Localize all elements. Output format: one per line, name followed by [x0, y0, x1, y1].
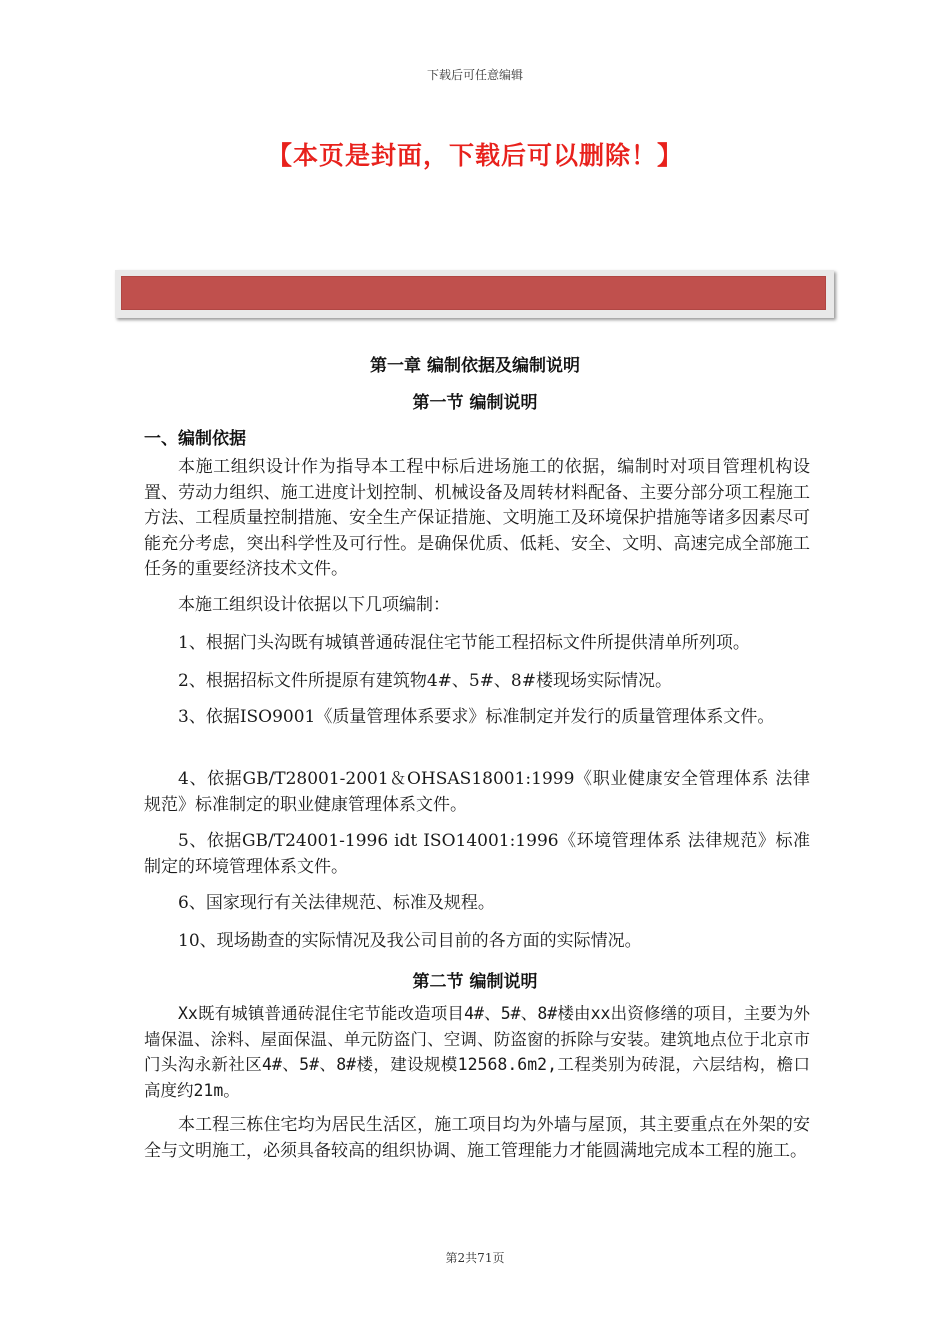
cover-notice: 【本页是封面，下载后可以删除！】 — [266, 141, 683, 170]
banner-bar — [121, 276, 826, 310]
section-title: 第一节 编制说明 — [412, 393, 538, 413]
paragraph-basis-lead: 本施工组织设计依据以下几项编制： — [178, 595, 450, 615]
header-note: 下载后可任意编辑 — [426, 68, 523, 82]
basis-item-3: 3、依据ISO9001《质量管理体系要求》标准制定并发行的质量管理体系文件。 — [178, 707, 775, 727]
basis-item-4: 4、依据GB/T28001-2001＆OHSAS18001:1999《职业健康安全管理体系 法律规范》标准制定的职业健康管理体系文件。 — [144, 769, 810, 815]
subsection-title: 一、编制依据 — [144, 429, 246, 449]
chapter-title: 第一章 编制依据及编制说明 — [370, 356, 580, 376]
decorative-banner — [115, 270, 834, 318]
basis-item-1: 1、根据门头沟既有城镇普通砖混住宅节能工程招标文件所提供清单所列项。 — [178, 633, 750, 653]
basis-item-10: 10、现场勘查的实际情况及我公司目前的各方面的实际情况。 — [178, 931, 642, 951]
paragraph-intro: 本施工组织设计作为指导本工程中标后进场施工的依据，编制时对项目管理机构设置、劳动力组织、施工进度计划控制、机械设备及周转材料配备、主要分部分项工程施工方法、工程质量控制措施、安全生产保证措施、文明施工及环境保护措施等诸多因素尽可能充分考虑，突出科学性及可行性。是确保优质、低耗、安全、文明、高速完成全部施工任务的重要经济技术文件。 — [144, 457, 810, 579]
basis-item-6: 6、国家现行有关法律规范、标准及规程。 — [178, 893, 495, 913]
paragraph-project-overview: Xx既有城镇普通砖混住宅节能改造项目4#、5#、8#楼由xx出资修缮的项目，主要为外墙保温、涂料、屋面保温、单元防盗门、空调、防盗窗的拆除与安装。建筑地点位于北京市门头沟永新社区4#、5#、8#楼，建设规模12568.6m2,工程类别为砖混，六层结构，檐口高度约21m。 — [144, 1004, 810, 1100]
basis-item-2: 2、根据招标文件所提原有建筑物4#、5#、8#楼现场实际情况。 — [178, 671, 672, 691]
section-title-2: 第二节 编制说明 — [412, 972, 538, 992]
page-footer: 第2共71页 — [445, 1251, 505, 1265]
paragraph-project-focus: 本工程三栋住宅均为居民生活区，施工项目均为外墙与屋顶，其主要重点在外架的安全与文明施工，必须具备较高的组织协调、施工管理能力才能圆满地完成本工程的施工。 — [144, 1115, 810, 1161]
basis-item-5: 5、依据GB/T24001-1996 idt ISO14001:1996《环境管理体系 法律规范》标准制定的环境管理体系文件。 — [144, 831, 810, 877]
